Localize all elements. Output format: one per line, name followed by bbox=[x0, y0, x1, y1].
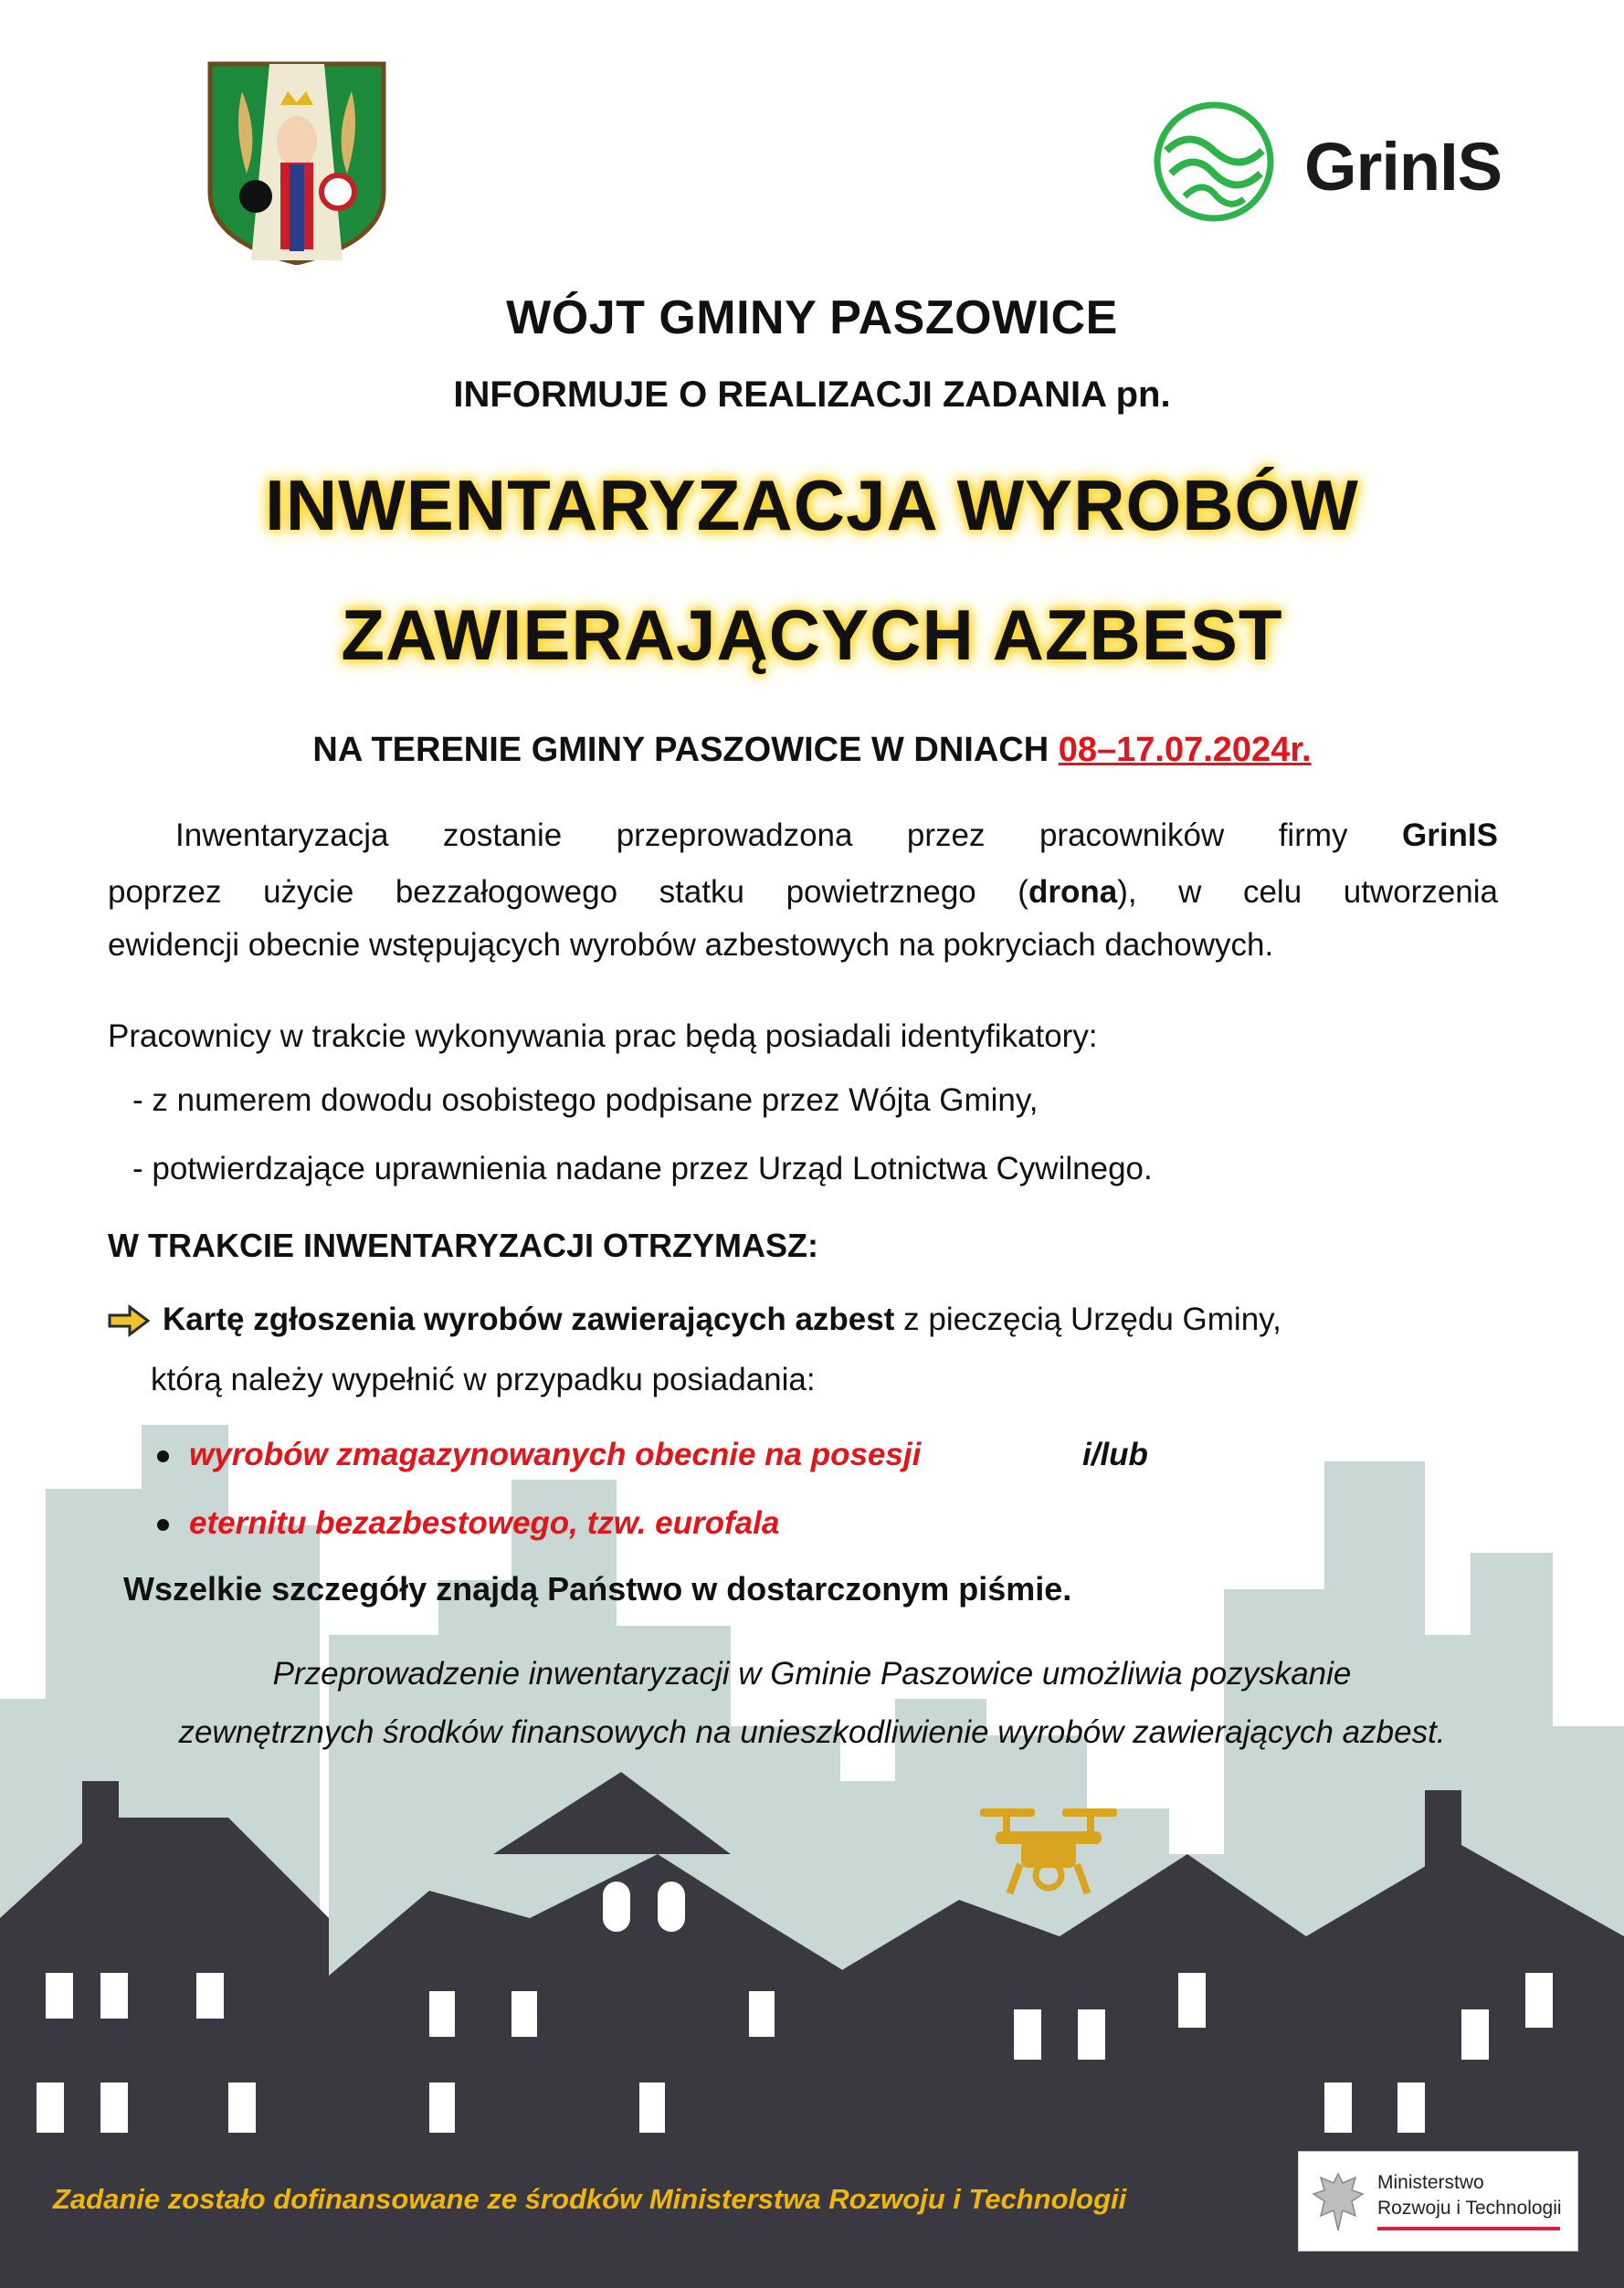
card-line-1 bbox=[163, 1295, 1498, 1344]
bullet-item-1: wyrobów zmagazynowanych obecnie na posesji bbox=[189, 1437, 922, 1472]
intro-line-1 bbox=[175, 811, 1498, 860]
ministry-red-rule bbox=[1377, 2227, 1560, 2230]
grinis-logo-text: GrinIS bbox=[1304, 129, 1503, 205]
ministry-name-line-2: Rozwoju i Technologii bbox=[1377, 2198, 1562, 2219]
grinis-logo-icon bbox=[1153, 100, 1276, 224]
intro-line-2 bbox=[108, 868, 1498, 917]
intro-company: GrinIS bbox=[1401, 817, 1498, 853]
funding-note: Zadanie zostało dofinansowane ze środków Ministerstwa Rozwoju i Technologii bbox=[53, 2183, 1127, 2215]
bullet-item-2: eternitu bezazbestowego, tzw. eurofala bbox=[189, 1505, 780, 1541]
closing-line-2: zewnętrznych środków finansowych na unieszkodliwienie wyrobów zawierających azbest. bbox=[178, 1714, 1446, 1750]
card-title: Kartę zgłoszenia wyrobów zawierających azbest bbox=[163, 1302, 895, 1337]
period-dates: 08–17.07.2024r. bbox=[1058, 731, 1312, 769]
bullet-dot-2 bbox=[157, 1519, 169, 1531]
closing-line-1: Przeprowadzenie inwentaryzacji w Gminie Paszowice umożliwia pozyskanie bbox=[272, 1656, 1352, 1692]
arrow-right-icon bbox=[108, 1304, 150, 1337]
eagle-icon bbox=[1310, 2168, 1366, 2236]
drone-icon bbox=[975, 1804, 1122, 1904]
workers-item-2: - potwierdzające uprawnienia nadane przez Urząd Lotnictwa Cywilnego. bbox=[132, 1151, 1153, 1186]
title-line-1: WÓJT GMINY PASZOWICE bbox=[506, 291, 1118, 344]
bullet-item-1-suffix: i/lub bbox=[1082, 1437, 1148, 1472]
ministry-logo bbox=[1298, 2151, 1578, 2251]
title-line-2: INFORMUJE O REALIZACJI ZADANIA pn. bbox=[453, 374, 1171, 415]
card-rest: z pieczęcią Urzędu Gminy, bbox=[894, 1302, 1281, 1337]
intro-drone: drona bbox=[1028, 874, 1118, 910]
ministry-name-line-1: Ministerstwo bbox=[1377, 2172, 1484, 2193]
headline-line-1: INWENTARYZACJA WYROBÓW bbox=[265, 465, 1359, 545]
period-line bbox=[0, 731, 1624, 770]
intro-line-3: ewidencji obecnie wstępujących wyrobów azbestowych na pokryciach dachowych. bbox=[108, 927, 1274, 963]
period-prefix: NA TERENIE GMINY PASZOWICE W DNIACH bbox=[312, 731, 1059, 769]
bullet-dot-1 bbox=[157, 1450, 169, 1462]
intro-text-3: ), w celu utworzenia bbox=[1117, 874, 1498, 910]
coat-of-arms-icon bbox=[206, 55, 388, 265]
details-line: Wszelkie szczegóły znajdą Państwo w dostarczonym piśmie. bbox=[123, 1570, 1072, 1608]
headline-line-2: ZAWIERAJĄCYCH AZBEST bbox=[341, 595, 1283, 675]
receive-heading: W TRAKCIE INWENTARYZACJI OTRZYMASZ: bbox=[108, 1227, 818, 1264]
intro-text-1: Inwentaryzacja zostanie przeprowadzona przez pracowników firmy bbox=[175, 817, 1402, 853]
workers-item-1: - z numerem dowodu osobistego podpisane przez Wójta Gminy, bbox=[132, 1082, 1039, 1118]
workers-lead: Pracownicy w trakcie wykonywania prac będą posiadali identyfikatory: bbox=[108, 1018, 1098, 1054]
card-line-2: którą należy wypełnić w przypadku posiadania: bbox=[151, 1362, 816, 1397]
intro-text-2: poprzez użycie bezzałogowego statku powietrznego ( bbox=[108, 874, 1028, 910]
